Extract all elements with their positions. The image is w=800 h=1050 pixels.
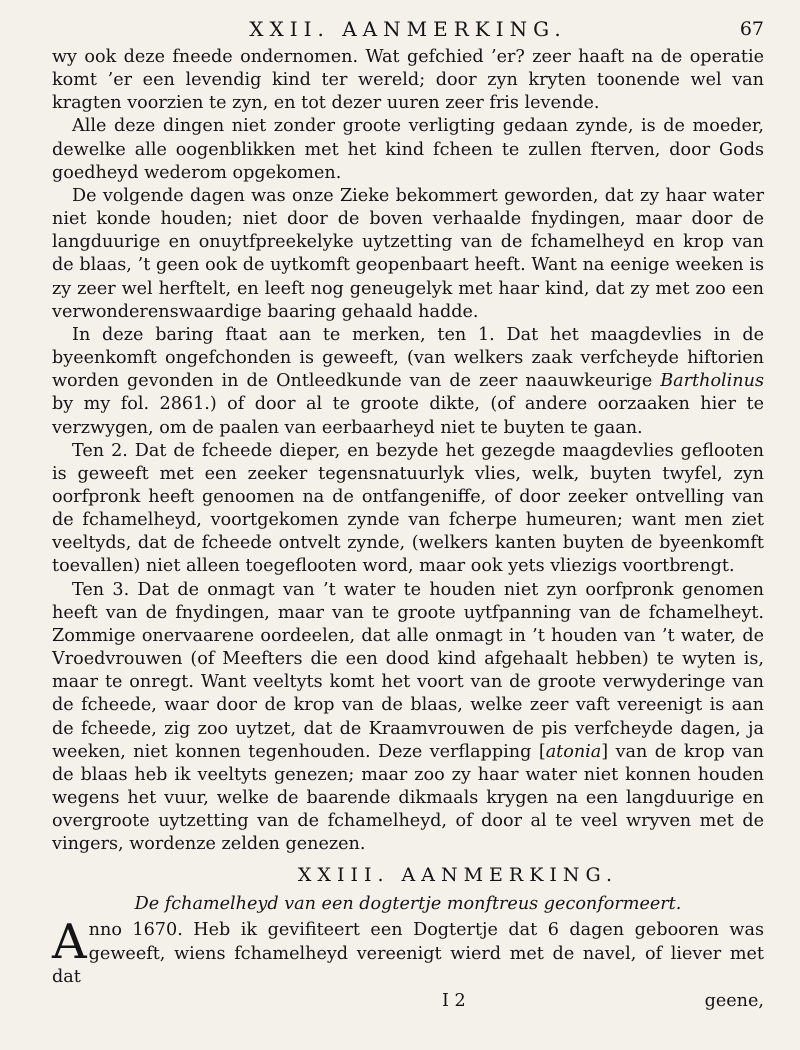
book-page [52, 14, 764, 1040]
paragraph: wy ook deze fneede ondernomen. Wat gefchied ’er? zeer haaft na de operatie komt ’er een levendig kind ter wereld; door zyn kryten toonende wel van kragten voorzien te zyn, en tot dezer uuren zeer fris levende. [52, 47, 764, 114]
paragraph: Alle deze dingen niet zonder groote verligting gedaan zynde, is de moeder, dewelke alle oogenblikken met het kind fcheen te zullen fterven, door Gods goedheyd wederom opgekomen. [52, 116, 764, 183]
latin-term: atonia [545, 741, 602, 762]
section-subtitle: De fchamelheyd van een dogtertje monftreus geconformeert. [134, 894, 682, 915]
paragraph-text: nno 1670. Heb ik gevifiteert een Dogtertje dat 6 dagen gebooren was geweeft, wiens fchamelheyd vereenigt wierd met de navel, of liever met dat [52, 920, 764, 987]
author-name: Bartholinus [660, 371, 764, 392]
footer-line [52, 989, 764, 1013]
paragraph-text: ] van de krop van de blaas heb ik veeltyts genezen; maar zoo zy haar water niet konnen houden wegens het vuur, welke de baarende dikmaals krygen na een langduurige en overgroote uytzetting van de fchamelheyd, of door al te veel wryven met de vingers, wordenze zelden genezen. [52, 741, 764, 855]
paragraph-text: by my fol. 2861.) of door al te groote dikte, (of andere oorzaaken hier te verzwygen, om de paalen van eerbaarheyd niet te buyten te gaan. [52, 394, 764, 438]
drop-cap: A [52, 914, 87, 971]
running-head [52, 14, 764, 44]
catchword: geene, [704, 990, 764, 1011]
signature-mark: I 2 [442, 990, 466, 1011]
page-number: 67 [739, 18, 764, 40]
paragraph-text: In deze baring ftaat aan te merken, ten 1. Dat het maagdevlies in de byeenkomft ongefchonden is geweeft, (van welkers zaak verfcheyde hiftorien worden gevonden in de Ontleedkunde van de zeer naauwkeurige [52, 324, 764, 392]
paragraph-text: Ten 3. Dat de onmagt van ’t water te houden niet zyn oorfpronk genomen heeft van de fnydingen, maar van te groote uytfpanning van de fchamelheyt. Zommige onervaarene oordeelen, dat alle onmagt in ’t houden van ’t water, de Vroedvrouwen (of Meefters die een dood kind afgehaalt hebben) te wyten is, maar te onregt. Want veeltyts komt het voort van de groote verwyderinge van de fcheede, waar door de krop van de blaas, welke zeer vaft vereenigt is aan de fcheede, zig zoo uytzet, dat de Kraamvrouwen de pis verfcheyde dagen, ja weeken, niet konnen tegenhouden. Deze verflapping [ [52, 579, 764, 762]
paragraph: De volgende dagen was onze Zieke bekommert geworden, dat zy haar water niet konde houden; niet door de boven verhaalde fnydingen, maar door de langduurige en onuytfpreekelyke uytzetting van de fchamelheyd en krop van de blaas, ’t geen ook de uytkomft geopenbaart heeft. Want na eenige weeken is zy zeer wel herftelt, en leeft nog geneugelyk met haar kind, dat zy met zoo een verwonderenswaardige baaring gehaald hadde. [52, 185, 764, 322]
running-head-title: XXII. AANMERKING. [249, 17, 567, 41]
paragraph [52, 579, 764, 857]
paragraph: Ten 2. Dat de fcheede dieper, en bezyde het gezegde maagdevlies geflooten is geweeft met een zeeker tegensnatuurlyk vlies, welk, buyten twyfel, zyn oorfpronk heeft genoomen na de ontfangeniffe, of door zeeker ontvelling van de fchamelheyd, voortgekomen zynde van fcherpe humeuren; want men ziet veeltyds, dat de fcheede ontvelt zynde, (welkers kanten buyten de byeenkomft toevallen) niet alleen toegeflooten word, maar ook yets vliezigs voortbrengt. [52, 440, 764, 577]
section-heading: XXIII. AANMERKING. [297, 864, 619, 887]
paragraph [52, 324, 764, 440]
body-text [52, 46, 764, 1013]
paragraph [52, 914, 764, 988]
